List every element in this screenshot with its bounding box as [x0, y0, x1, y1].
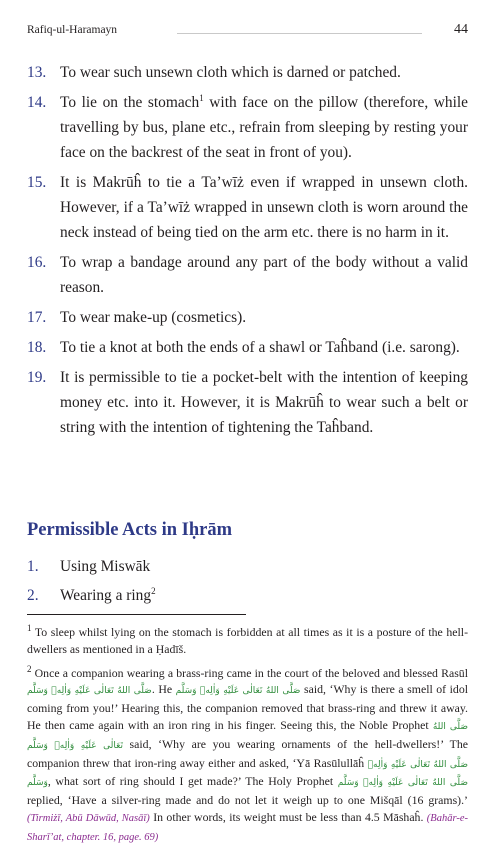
- footnote-text: , what sort of ring should I get made?’ The Holy Prophet: [47, 774, 338, 789]
- salutation-glyph: صَلَّى اللهُ تَعَالٰى عَلَيْهِ وَاٰلِهٖ وَسَلَّم: [27, 759, 468, 789]
- item-text: To wear make-up (cosmetics).: [60, 309, 247, 326]
- running-header: [27, 22, 468, 42]
- footnote-text: In other words, its weight must be less than 4.5 Māshaĥ.: [149, 809, 427, 824]
- item-number: 15.: [27, 174, 47, 191]
- footnote-text: said, ‘Why is there a smell of idol coming from you!’ Hearing this, the companion removed that brass-ring and threw it away. He then came again with an iron ring in his finger. Seeing this, the Noble Prophet: [27, 682, 469, 732]
- item-text: To wrap a bandage around any part of the body without a valid reason.: [60, 254, 468, 296]
- footnote-2: [27, 665, 468, 847]
- prohibited-acts-list: [27, 60, 468, 445]
- item-number: 19.: [27, 369, 47, 386]
- footnote-mark: 2: [27, 663, 32, 674]
- list-item: [27, 365, 468, 440]
- list-item: [27, 90, 468, 165]
- item-number: 16.: [27, 254, 47, 271]
- list-item: [27, 335, 468, 360]
- page-number: 44: [454, 22, 468, 37]
- list-item: [27, 170, 468, 245]
- permissible-acts-list: [27, 554, 468, 612]
- header-rule: [177, 33, 422, 34]
- item-number: 17.: [27, 309, 47, 326]
- item-text-cont: with face on the pillow (therefore, while travelling by bus, plane etc., refrain from sleeping by resting your face on the backrest of the seat in front of you).: [60, 94, 468, 161]
- list-item: [27, 583, 468, 608]
- item-text: Using Miswāk: [60, 558, 151, 575]
- item-text: Wearing a ring: [60, 587, 152, 604]
- list-item: [27, 554, 468, 579]
- citation: (Bahār-e-Sharī’at, chapter. 16, page. 69): [27, 812, 468, 843]
- item-text: To lie on the stomach: [60, 94, 200, 111]
- list-item: [27, 305, 468, 330]
- salutation-glyph: صَلَّى اللهُ تَعَالٰى عَلَيْهِ وَاٰلِهٖ وَسَلَّم: [27, 721, 469, 751]
- item-text: To tie a knot at both the ends of a shawl or Taĥband (i.e. sarong).: [60, 339, 460, 356]
- item-number: 2.: [27, 587, 39, 604]
- list-item: [27, 60, 468, 85]
- footnotes: [27, 624, 468, 854]
- citation: (Tirmiżī, Abū Dāwūd, Nasāī): [27, 812, 150, 824]
- section-heading: Permissible Acts in Iḥrām: [27, 520, 233, 540]
- item-number: 18.: [27, 339, 47, 356]
- footnote-divider: [27, 614, 246, 615]
- footnote-text: . He: [151, 682, 176, 697]
- item-number: 1.: [27, 558, 39, 575]
- item-text: To wear such unsewn cloth which is darned or patched.: [60, 64, 401, 81]
- footnote-text: said, ‘Why are you wearing ornaments of the hell-dwellers!’ The companion threw that iron-ring away either and asked, ‘Yā Rasūlullāĥ: [27, 736, 468, 770]
- footnote-mark: 1: [27, 623, 32, 634]
- running-title: Rafiq-ul-Haramayn: [27, 24, 118, 36]
- list-item: [27, 250, 468, 300]
- footnote-ref[interactable]: 2: [151, 585, 156, 596]
- footnote-text: replied, ‘Have a silver-ring made and do not let it weigh up to one Mišqāl (16 grams).’: [27, 793, 468, 808]
- salutation-glyph: صَلَّى اللهُ تَعَالٰى عَلَيْهِ وَاٰلِهٖ وَسَلَّم: [337, 778, 468, 789]
- salutation-glyph: صَلَّى اللهُ تَعَالٰى عَلَيْهِ وَاٰلِهٖ وَسَلَّم: [175, 686, 301, 697]
- footnote-text: To sleep whilst lying on the stomach is forbidden at all times as it is a posture of the hell-dwellers as mentioned in a Ḥadīš.: [27, 625, 468, 656]
- item-text: It is Makrūĥ to tie a Ta’wīż even if wrapped in unsewn cloth. However, if a Ta’wīż wrapped in unsewn cloth is worn around the neck instead of being tied on the arm etc. there is no harm in it.: [60, 174, 468, 241]
- salutation-glyph: صَلَّى اللهُ تَعَالٰى عَلَيْهِ وَاٰلِهٖ وَسَلَّم: [27, 686, 152, 697]
- item-text: It is permissible to tie a pocket-belt with the intention of keeping money etc. into it. However, it is Makrūĥ to wear such a belt or string with the intention of tightening the Taĥband.: [60, 369, 468, 436]
- footnote-1: [27, 624, 468, 658]
- footnote-ref[interactable]: 1: [199, 92, 204, 103]
- item-number: 14.: [27, 94, 47, 111]
- item-number: 13.: [27, 64, 47, 81]
- footnote-text: Once a companion wearing a brass-ring came in the court of the beloved and blessed Rasūl: [31, 665, 468, 680]
